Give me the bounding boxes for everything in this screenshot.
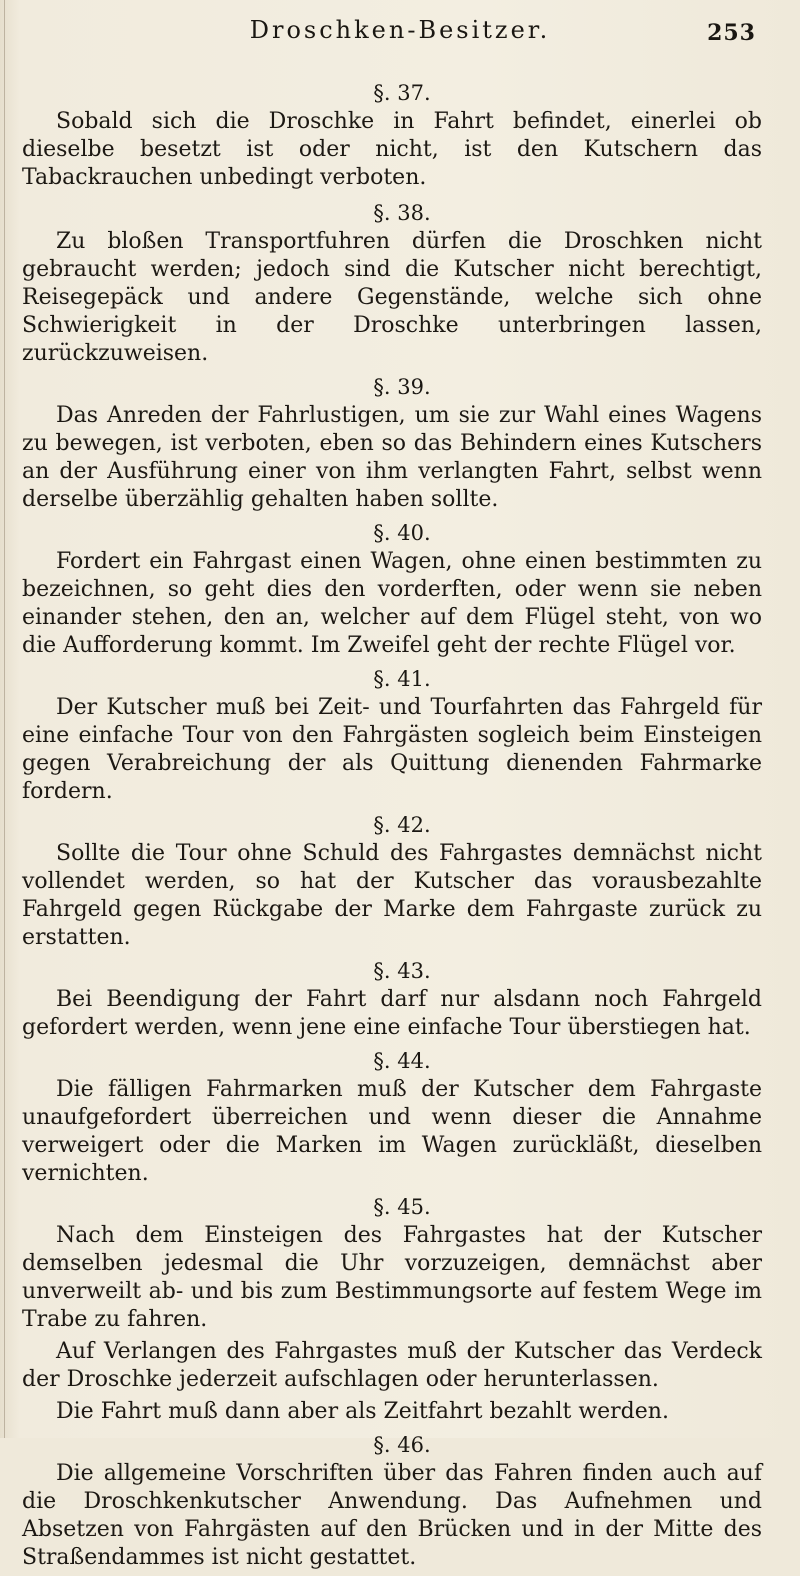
section-text: Sobald sich die Droschke in Fahrt befindet, einerlei ob dieselbe besetzt ist oder nicht, ist den Kutschern das Tabackrauchen unbedingt verboten.	[22, 109, 762, 190]
section-text: Das Anreden der Fahrlustigen, um sie zur Wahl eines Wagens zu bewegen, ist verboten, eben so das Behindern eines Kutschers an der Ausführung einer von ihm verlangten Fahrt, selbst wenn derselbe überzählig gehalten haben sollte.	[22, 403, 762, 512]
section-text: Bei Beendigung der Fahrt darf nur alsdann noch Fahrgeld gefordert werden, wenn jene eine einfache Tour überstiegen hat.	[22, 987, 762, 1040]
section-text: Die allgemeine Vorschriften über das Fahren finden auch auf die Droschkenkutscher Anwendung. Das Aufnehmen und Absetzen von Fahrgästen auf den Brücken und in der Mitte des Straßendammes ist nicht gestattet.	[22, 1461, 762, 1570]
section-text: Die fälligen Fahrmarken muß der Kutscher dem Fahrgaste unaufgefordert überreichen und wenn dieser die Annahme verweigert oder die Marken im Wagen zurückläßt, dieselben vernichten.	[22, 1077, 762, 1186]
page-body	[22, 78, 762, 1576]
section-number: §. 42.	[373, 813, 431, 837]
section-text: Fordert ein Fahrgast einen Wagen, ohne einen bestimmten zu bezeichnen, so geht dies den vorderften, oder wenn sie neben einander stehen, den an, welcher auf dem Flügel steht, von wo die Aufforderung kommt. Im Zweifel geht der rechte Flügel vor.	[22, 549, 762, 658]
running-head: Droschken-Besitzer.	[249, 16, 551, 44]
section-number: §. 45.	[373, 1195, 431, 1219]
section-40	[22, 518, 762, 660]
section-39	[22, 372, 762, 514]
section-paragraph: Auf Verlangen des Fahrgastes muß der Kutscher das Verdeck der Droschke jederzeit aufschlagen oder herunterlassen.	[22, 1339, 762, 1392]
section-41	[22, 664, 762, 806]
section-text: Nach dem Einsteigen des Fahrgastes hat der Kutscher demselben jedesmal die Uhr vorzuzeigen, demnächst aber unverweilt ab- und bis zum Bestimmungsorte auf festem Wege im Trabe zu fahren.	[22, 1223, 762, 1332]
section-38	[22, 198, 762, 368]
section-text: Der Kutscher muß bei Zeit- und Tourfahrten das Fahrgeld für eine einfache Tour von den Fahrgästen sogleich beim Einsteigen gegen Verabreichung der als Quittung dienenden Fahrmarke fordern.	[22, 695, 762, 804]
section-number: §. 43.	[373, 959, 431, 983]
section-43	[22, 956, 762, 1042]
section-46	[22, 1430, 762, 1572]
section-42	[22, 810, 762, 952]
section-text: Sollte die Tour ohne Schuld des Fahrgastes demnächst nicht vollendet werden, so hat der Kutscher das vorausbezahlte Fahrgeld gegen Rückgabe der Marke dem Fahrgaste zurück zu erstatten.	[22, 841, 762, 950]
section-number: §. 40.	[373, 521, 431, 545]
section-paragraph: Die Fahrt muß dann aber als Zeitfahrt bezahlt werden.	[56, 1399, 669, 1424]
section-number: §. 46.	[373, 1433, 431, 1457]
page-header	[0, 14, 800, 54]
page-number: 253	[707, 20, 756, 46]
section-text: Zu bloßen Transportfuhren dürfen die Droschken nicht gebraucht werden; jedoch sind die Kutscher nicht berechtigt, Reisegepäck und andere Gegenstände, welche sich ohne Schwierigkeit in der Droschke unterbringen lassen, zurückzuweisen.	[22, 229, 762, 366]
section-number: §. 38.	[373, 201, 431, 225]
section-37	[22, 78, 762, 192]
section-44	[22, 1046, 762, 1188]
section-number: §. 41.	[373, 667, 431, 691]
section-45	[22, 1192, 762, 1426]
section-number: §. 37.	[373, 81, 431, 105]
section-number: §. 44.	[373, 1049, 431, 1073]
page-edge	[4, 0, 5, 1438]
section-number: §. 39.	[373, 375, 431, 399]
